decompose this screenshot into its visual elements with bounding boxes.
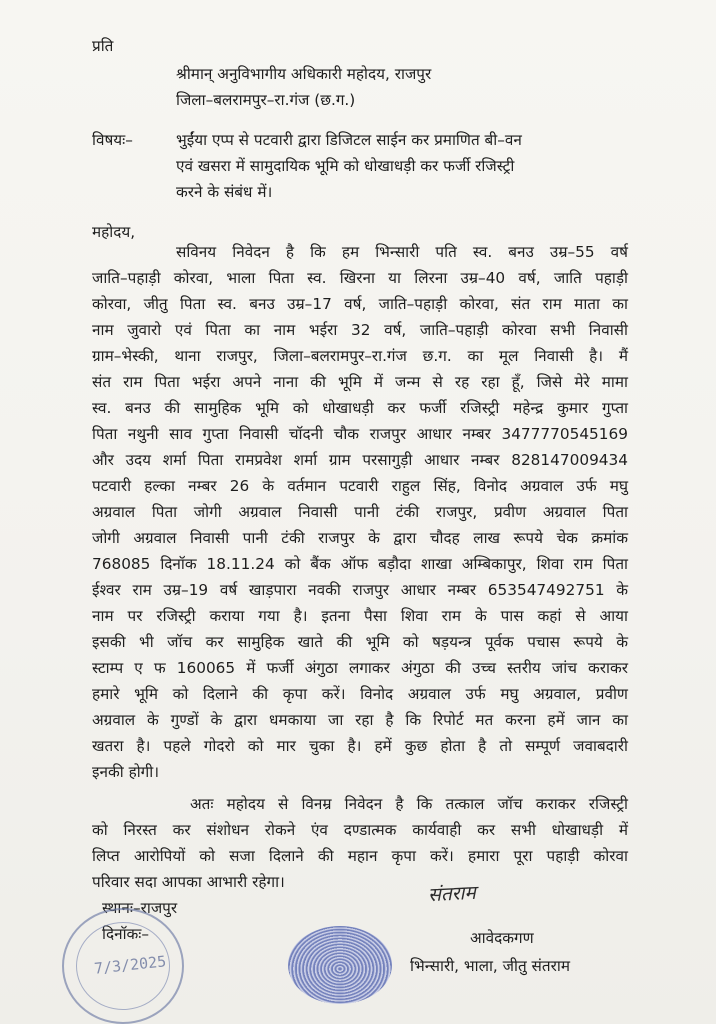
applicants-label: आवेदकगण <box>470 929 534 947</box>
handwritten-signature: संतराम <box>427 881 477 907</box>
paragraph-line: पटवारी हल्का नम्बर 26 के वर्तमान पटवारी राहुल सिंह, विनोद अग्रवाल उर्फ मघु <box>92 477 628 495</box>
paragraph-line: इसकी भी जॉच कर सामुहिक खाते की भूमि को षड़यन्त्र पूर्वक पचास रूपये के <box>92 633 628 651</box>
paragraph-line: खतरा है। पहले गोदरो को मार चुका है। हमें कुछ होता है तो सम्पूर्ण जवाबदारी <box>92 737 628 755</box>
applicants-names: भिन्सारी, भाला, जीतु संतराम <box>410 957 570 975</box>
paragraph-line: ईश्वर राम उम्र–19 वर्ष खाड़पारा नवकी राजपुर आधार नम्बर 653547492751 के <box>92 581 628 599</box>
salutation: महोदय, <box>92 223 136 241</box>
office-seal-stamp <box>62 908 184 1024</box>
paragraph-line: 768085 दिनॉक 18.11.24 को बैंक ऑफ बड़ौदा शाखा अम्बिकापुर, शिवा राम पिता <box>92 555 628 573</box>
paragraph-line: हमारे भूमि को दिलाने की कृपा करें। विनोद अग्रवाल उर्फ मघु अग्रवाल, प्रवीण <box>92 685 628 703</box>
paragraph-line: नाम जुवारो एवं पिता का नाम भईरा 32 वर्ष, जाति–पहाड़ी कोरवा सभी निवासी <box>92 321 628 339</box>
date-label: दिनॉकः– <box>102 925 150 943</box>
paragraph-line: अग्रवाल के गुण्डों के द्वारा धमकाया जा रहा है कि रिपोर्ट मत करना हमें जान का <box>92 711 628 729</box>
paragraph-line: अग्रवाल पिता जोगी अग्रवाल निवासी पानी टंकी राजपुर, प्रवीण अग्रवाल पिता <box>92 503 628 521</box>
paragraph-line: को निरस्त कर संशोधन रोकने एंव दण्डात्मक कार्यवाही कर सभी धोखाधड़ी में <box>92 821 628 839</box>
subject-line: भुईंया एप्प से पटवारी द्वारा डिजिटल साईन कर प्रमाणित बी–वन <box>176 131 522 149</box>
address-line-2: जिला–बलरामपुर–रा.गंज (छ.ग.) <box>176 91 356 109</box>
paragraph-line: सविनय निवेदन है कि हम भिन्सारी पति स्व. बनउ उम्र–55 वर्ष <box>176 243 628 261</box>
subject-label: विषयः– <box>92 131 133 149</box>
address-line-1: श्रीमान् अनुविभागीय अधिकारी महोदय, राजपुर <box>176 65 432 83</box>
paragraph-line: और उदय शर्मा पिता रामप्रवेश शर्मा ग्राम परसागुड़ी आधार नम्बर 828147009434 <box>92 451 628 469</box>
paragraph-line: परिवार सदा आपका आभारी रहेगा। <box>92 873 285 891</box>
paragraph-line: जाति–पहाड़ी कोरवा, भाला पिता स्व. खिरना या लिरना उम्र–40 वर्ष, जाति पहाड़ी <box>92 269 628 287</box>
subject-line: एवं खसरा में सामुदायिक भूमि को धोखाधड़ी कर फर्जी रजिस्ट्री <box>176 157 515 175</box>
paragraph-line: लिप्त आरोपियों को सजा दिलाने की महान कृपा करें। हमारा पूरा पहाड़ी कोरवा <box>92 847 628 865</box>
address-to: प्रति <box>92 37 114 55</box>
paragraph-line: ग्राम–भेस्की, थाना राजपुर, जिला–बलरामपुर–रा.गंज छ.ग. का मूल निवासी है। मैं <box>92 347 628 365</box>
paragraph-line: कोरवा, जीतु पिता स्व. बनउ उम्र–17 वर्ष, जाति–पहाड़ी कोरवा, संत राम माता का <box>92 295 628 313</box>
paragraph-line: स्टाम्प ए फ 160065 में फर्जी अंगुठा लगाकर अंगुठा की उच्च स्तरीय जांच कराकर <box>92 659 628 677</box>
place-label: स्थानः–राजपुर <box>102 899 178 917</box>
paragraph-line: स्व. बनउ की सामुहिक भूमि को धोखाधड़ी कर फर्जी रजिस्ट्री महेन्द्र कुमार गुप्ता <box>92 399 628 417</box>
paragraph-line: संत राम पिता भईरा अपने नाना की भूमि में जन्म से रह रहा हूँ, जिसे मेरे मामा <box>92 373 628 391</box>
seal-date: 7/3/2025 <box>93 952 167 978</box>
paragraph-line: जोगी अग्रवाल निवासी पानी टंकी राजपुर के द्वारा चौदह लाख रूपये चेक क्रमांक <box>92 529 628 547</box>
paragraph-line: अतः महोदय से विनम्र निवेदन है कि तत्काल जॉच कराकर रजिस्ट्री <box>190 795 628 813</box>
thumb-impression <box>288 926 392 1004</box>
paragraph-line: नाम पर रजिस्ट्री कराया गया है। इतना पैसा शिवा राम के पास कहां से आया <box>92 607 628 625</box>
subject-line: करने के संबंध में। <box>176 183 273 201</box>
paragraph-line: इनकी होगी। <box>92 763 160 781</box>
paragraph-line: पिता नथुनी साव गुप्ता निवासी चॉदनी चौक राजपुर आधार नम्बर 3477770545169 <box>92 425 628 443</box>
